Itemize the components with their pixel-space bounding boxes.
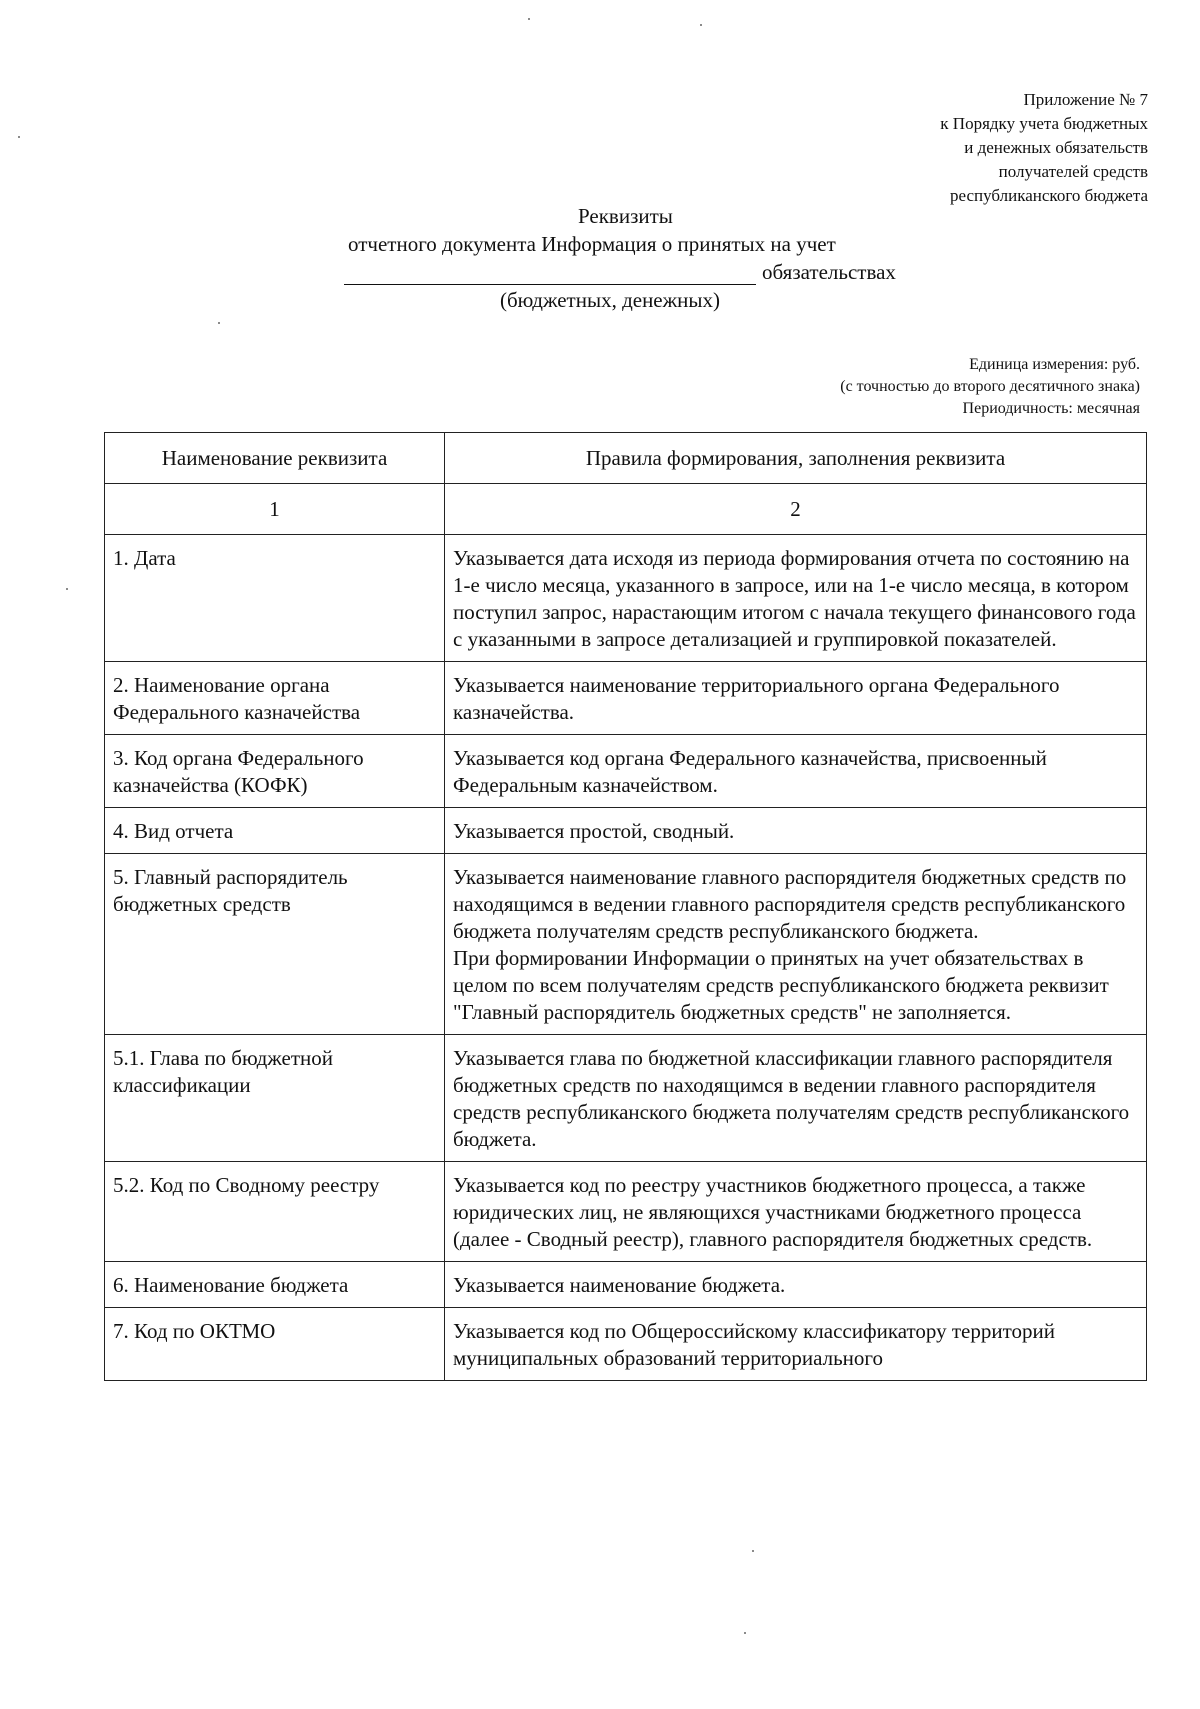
requisite-name: 5.2. Код по Сводному реестру (105, 1162, 445, 1262)
table-header-row (105, 433, 1147, 484)
title-line-2: отчетного документа Информация о принятых на учет (348, 232, 836, 256)
requisite-rule: Указывается код по реестру участников бюджетного процесса, а также юридических лиц, не являющихся участниками бюджетного процесса (далее - Сводный реестр), главного распорядителя бюджетных средств. (445, 1162, 1147, 1262)
requisite-name: 3. Код органа Федерального казначейства (КОФК) (105, 735, 445, 808)
title-blank-underline (344, 284, 756, 285)
table-row (105, 535, 1147, 662)
appendix-line: и денежных обязательств (964, 138, 1148, 157)
requisite-name: 6. Наименование бюджета (105, 1262, 445, 1308)
units-block (660, 354, 1140, 420)
appendix-reference (728, 88, 1148, 208)
table-row (105, 1308, 1147, 1381)
precision-note: (с точностью до второго десятичного знака) (840, 378, 1140, 395)
scan-speck (700, 24, 702, 26)
column-number: 2 (445, 484, 1147, 535)
requisite-rule: Указывается простой, сводный. (445, 808, 1147, 854)
appendix-line: республиканского бюджета (950, 186, 1148, 205)
unit-of-measure: Единица измерения: руб. (969, 356, 1140, 373)
scan-speck (752, 1550, 754, 1552)
requisite-name: 5.1. Глава по бюджетной классификации (105, 1035, 445, 1162)
table-row (105, 1262, 1147, 1308)
table-row (105, 735, 1147, 808)
requisite-name: 5. Главный распорядитель бюджетных средств (105, 854, 445, 1035)
requisite-rule: Указывается глава по бюджетной классификации главного распорядителя бюджетных средств по находящимся в ведении главного распорядителя средств республиканского бюджета получателям средств республиканского бюджета. (445, 1035, 1147, 1162)
table-row (105, 854, 1147, 1035)
scan-speck (18, 136, 20, 138)
scan-speck (744, 1632, 746, 1634)
requisite-name: 7. Код по ОКТМО (105, 1308, 445, 1381)
requisite-rule: Указывается дата исходя из периода формирования отчета по состоянию на 1-е число месяца, указанного в запросе, или на 1-е число месяца, в котором поступил запрос, нарастающим итогом с начала текущего финансового года с указанными в запросе детализацией и группировкой показателей. (445, 535, 1147, 662)
requisite-rule: Указывается наименование территориального органа Федерального казначейства. (445, 662, 1147, 735)
table-row (105, 662, 1147, 735)
table-row (105, 808, 1147, 854)
column-number: 1 (105, 484, 445, 535)
requisite-name: 1. Дата (105, 535, 445, 662)
column-number-row (105, 484, 1147, 535)
header-formation-rules: Правила формирования, заполнения реквизита (445, 433, 1147, 484)
appendix-line: Приложение № 7 (1023, 90, 1148, 109)
requisite-rule: Указывается наименование бюджета. (445, 1262, 1147, 1308)
scan-speck (528, 18, 530, 20)
table-row (105, 1162, 1147, 1262)
requisite-rule: Указывается код органа Федерального казначейства, присвоенный Федеральным казначейством. (445, 735, 1147, 808)
scan-speck (66, 588, 68, 590)
title-line-3: обязательствах (762, 260, 896, 284)
requisite-rule: Указывается наименование главного распорядителя бюджетных средств по находящимся в ведении главного распорядителя средств республиканского бюджета получателям средств республиканского бюджета. При формировании Информации о принятых на учет обязательствах в целом по всем получателям средств республиканского бюджета реквизит "Главный распорядитель бюджетных средств" не заполняется. (445, 854, 1147, 1035)
requisite-rule: Указывается код по Общероссийскому классификатору территорий муниципальных образований территориального (445, 1308, 1147, 1381)
scan-speck (218, 322, 220, 324)
appendix-line: к Порядку учета бюджетных (940, 114, 1148, 133)
requisites-table (104, 432, 1147, 1381)
title-line-4: (бюджетных, денежных) (500, 288, 720, 312)
table-row (105, 1035, 1147, 1162)
periodicity: Периодичность: месячная (962, 400, 1140, 417)
header-requisite-name: Наименование реквизита (105, 433, 445, 484)
requisite-name: 4. Вид отчета (105, 808, 445, 854)
appendix-line: получателей средств (998, 162, 1148, 181)
requisite-name: 2. Наименование органа Федерального казначейства (105, 662, 445, 735)
title-line-1: Реквизиты (578, 204, 673, 228)
